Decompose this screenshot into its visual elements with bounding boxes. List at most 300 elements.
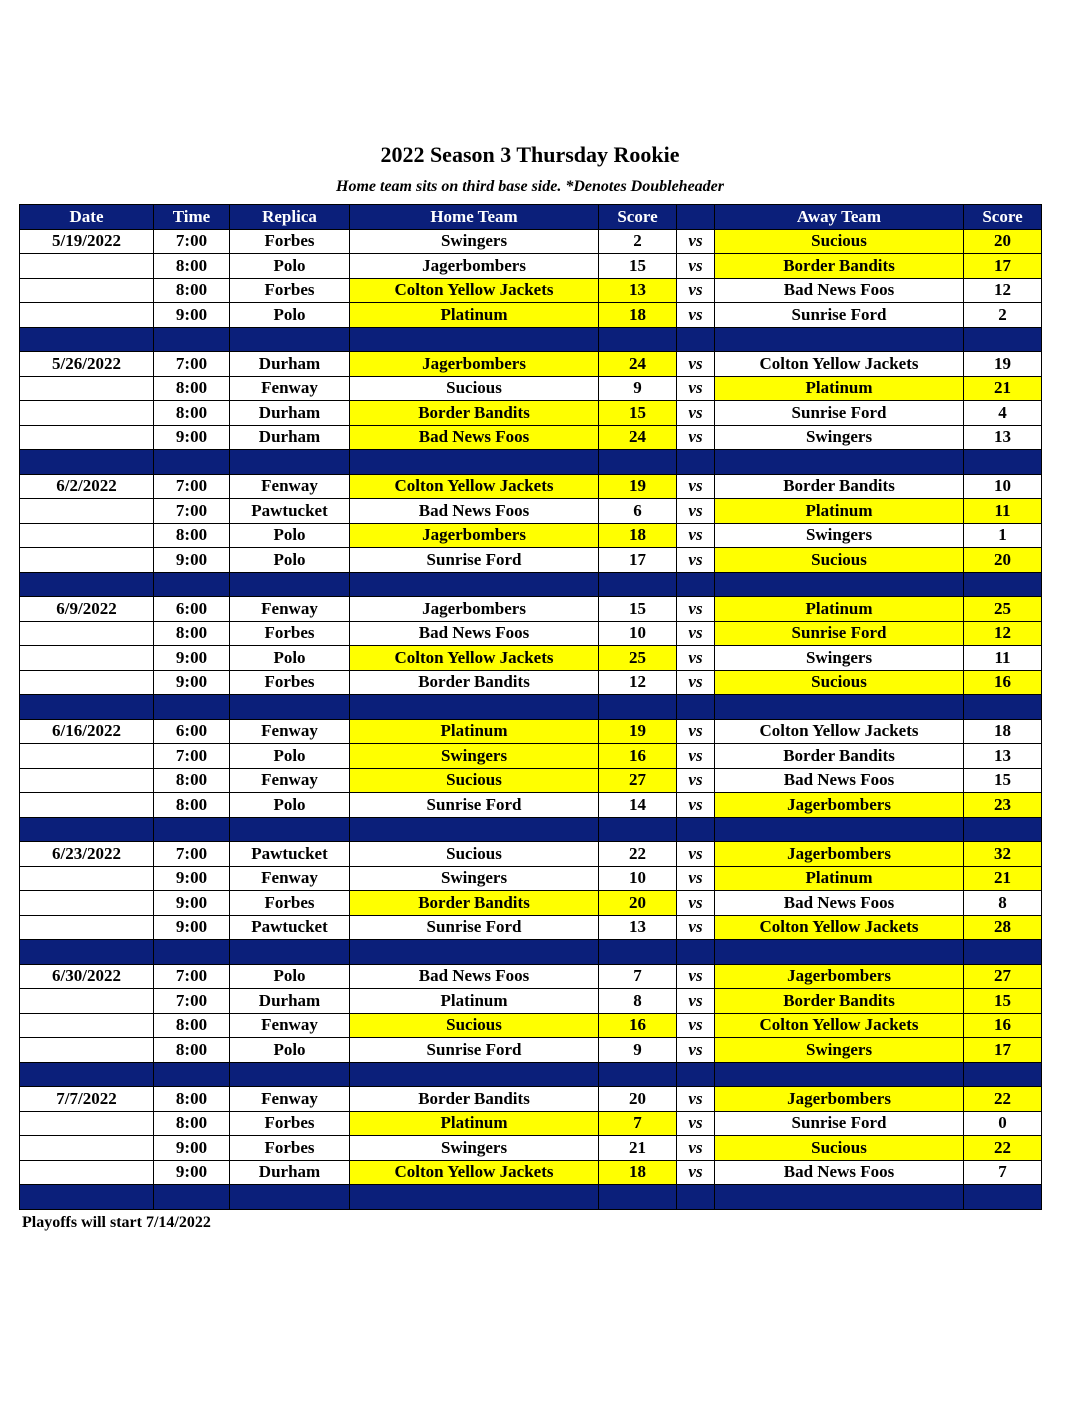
away-score-cell: 10 [964, 474, 1042, 499]
replica-cell: Pawtucket [230, 842, 350, 867]
separator-cell [677, 940, 715, 965]
separator-cell [715, 327, 964, 352]
replica-cell: Fenway [230, 866, 350, 891]
separator-cell [154, 695, 230, 720]
separator-cell [20, 1185, 154, 1210]
date-cell: 7/7/2022 [20, 1087, 154, 1112]
away-score-cell: 22 [964, 1136, 1042, 1161]
date-cell [20, 793, 154, 818]
week-separator-row [20, 1185, 1042, 1210]
home-team-cell: Border Bandits [350, 670, 599, 695]
vs-cell: vs [677, 352, 715, 377]
home-team-cell: Bad News Foos [350, 425, 599, 450]
vs-cell: vs [677, 425, 715, 450]
home-score-cell: 22 [599, 842, 677, 867]
column-header-home-score: Score [599, 205, 677, 230]
table-row [20, 989, 1042, 1014]
home-team-cell: Swingers [350, 744, 599, 769]
date-cell [20, 621, 154, 646]
time-cell: 9:00 [154, 548, 230, 573]
home-team-cell: Colton Yellow Jackets [350, 278, 599, 303]
time-cell: 8:00 [154, 254, 230, 279]
date-cell: 6/16/2022 [20, 719, 154, 744]
away-team-cell: Sucious [715, 229, 964, 254]
home-team-cell: Sunrise Ford [350, 793, 599, 818]
replica-cell: Forbes [230, 891, 350, 916]
away-team-cell: Colton Yellow Jackets [715, 915, 964, 940]
separator-cell [230, 572, 350, 597]
away-score-cell: 4 [964, 401, 1042, 426]
separator-cell [964, 572, 1042, 597]
separator-cell [20, 695, 154, 720]
date-cell [20, 523, 154, 548]
table-row [20, 891, 1042, 916]
away-score-cell: 12 [964, 278, 1042, 303]
away-team-cell: Sucious [715, 548, 964, 573]
separator-cell [154, 1185, 230, 1210]
table-row [20, 499, 1042, 524]
time-cell: 8:00 [154, 1038, 230, 1063]
away-score-cell: 2 [964, 303, 1042, 328]
separator-cell [677, 572, 715, 597]
replica-cell: Fenway [230, 719, 350, 744]
column-header-home-team: Home Team [350, 205, 599, 230]
time-cell: 6:00 [154, 597, 230, 622]
time-cell: 8:00 [154, 401, 230, 426]
table-row [20, 670, 1042, 695]
replica-cell: Polo [230, 646, 350, 671]
time-cell: 7:00 [154, 499, 230, 524]
vs-cell: vs [677, 915, 715, 940]
home-score-cell: 7 [599, 1111, 677, 1136]
date-cell [20, 1160, 154, 1185]
vs-cell: vs [677, 229, 715, 254]
page-title: 2022 Season 3 Thursday Rookie [380, 142, 680, 167]
week-separator-row [20, 450, 1042, 475]
home-team-cell: Sucious [350, 376, 599, 401]
replica-cell: Polo [230, 548, 350, 573]
replica-cell: Fenway [230, 376, 350, 401]
away-score-cell: 11 [964, 499, 1042, 524]
date-cell: 6/2/2022 [20, 474, 154, 499]
away-team-cell: Platinum [715, 866, 964, 891]
time-cell: 8:00 [154, 1013, 230, 1038]
home-score-cell: 15 [599, 254, 677, 279]
home-team-cell: Jagerbombers [350, 254, 599, 279]
home-score-cell: 10 [599, 621, 677, 646]
separator-cell [230, 695, 350, 720]
away-score-cell: 16 [964, 670, 1042, 695]
separator-cell [677, 695, 715, 720]
column-header-date: Date [20, 205, 154, 230]
playoffs-note: Playoffs will start 7/14/2022 [22, 1214, 211, 1231]
vs-cell: vs [677, 254, 715, 279]
home-score-cell: 18 [599, 303, 677, 328]
time-cell: 7:00 [154, 964, 230, 989]
home-team-cell: Colton Yellow Jackets [350, 646, 599, 671]
vs-cell: vs [677, 866, 715, 891]
time-cell: 9:00 [154, 1160, 230, 1185]
away-score-cell: 20 [964, 229, 1042, 254]
separator-cell [715, 1185, 964, 1210]
home-team-cell: Sucious [350, 842, 599, 867]
week-separator-row [20, 327, 1042, 352]
vs-cell: vs [677, 499, 715, 524]
table-row [20, 1087, 1042, 1112]
away-score-cell: 18 [964, 719, 1042, 744]
away-score-cell: 32 [964, 842, 1042, 867]
home-score-cell: 8 [599, 989, 677, 1014]
away-team-cell: Bad News Foos [715, 768, 964, 793]
replica-cell: Durham [230, 401, 350, 426]
schedule-body [20, 229, 1042, 1209]
separator-cell [154, 940, 230, 965]
date-cell [20, 254, 154, 279]
vs-cell: vs [677, 548, 715, 573]
table-row [20, 744, 1042, 769]
replica-cell: Forbes [230, 278, 350, 303]
date-cell: 6/30/2022 [20, 964, 154, 989]
separator-cell [20, 572, 154, 597]
home-team-cell: Sunrise Ford [350, 1038, 599, 1063]
separator-cell [154, 817, 230, 842]
home-team-cell: Swingers [350, 229, 599, 254]
date-cell [20, 646, 154, 671]
table-row [20, 376, 1042, 401]
table-row [20, 1013, 1042, 1038]
away-score-cell: 11 [964, 646, 1042, 671]
home-score-cell: 14 [599, 793, 677, 818]
away-score-cell: 13 [964, 744, 1042, 769]
home-team-cell: Sunrise Ford [350, 915, 599, 940]
table-row [20, 229, 1042, 254]
replica-cell: Fenway [230, 768, 350, 793]
away-score-cell: 21 [964, 866, 1042, 891]
vs-cell: vs [677, 621, 715, 646]
home-team-cell: Bad News Foos [350, 621, 599, 646]
separator-cell [154, 1062, 230, 1087]
home-score-cell: 16 [599, 744, 677, 769]
vs-cell: vs [677, 842, 715, 867]
table-row [20, 254, 1042, 279]
table-row [20, 303, 1042, 328]
replica-cell: Durham [230, 425, 350, 450]
replica-cell: Polo [230, 793, 350, 818]
table-row [20, 621, 1042, 646]
home-score-cell: 16 [599, 1013, 677, 1038]
separator-cell [230, 817, 350, 842]
vs-cell: vs [677, 1013, 715, 1038]
separator-cell [230, 940, 350, 965]
away-team-cell: Jagerbombers [715, 964, 964, 989]
time-cell: 6:00 [154, 719, 230, 744]
replica-cell: Fenway [230, 597, 350, 622]
home-team-cell: Swingers [350, 1136, 599, 1161]
away-team-cell: Swingers [715, 646, 964, 671]
home-team-cell: Sucious [350, 1013, 599, 1038]
separator-cell [350, 695, 599, 720]
vs-cell: vs [677, 1136, 715, 1161]
home-score-cell: 25 [599, 646, 677, 671]
home-team-cell: Jagerbombers [350, 352, 599, 377]
table-row [20, 964, 1042, 989]
home-score-cell: 19 [599, 719, 677, 744]
home-score-cell: 18 [599, 1160, 677, 1185]
separator-cell [230, 327, 350, 352]
separator-cell [20, 940, 154, 965]
time-cell: 7:00 [154, 352, 230, 377]
table-row [20, 768, 1042, 793]
separator-cell [964, 817, 1042, 842]
away-score-cell: 20 [964, 548, 1042, 573]
date-cell [20, 548, 154, 573]
table-row [20, 1111, 1042, 1136]
separator-cell [677, 1185, 715, 1210]
vs-cell: vs [677, 401, 715, 426]
date-cell [20, 499, 154, 524]
away-team-cell: Border Bandits [715, 744, 964, 769]
separator-cell [599, 695, 677, 720]
date-cell [20, 1038, 154, 1063]
home-score-cell: 9 [599, 1038, 677, 1063]
separator-cell [715, 450, 964, 475]
away-score-cell: 23 [964, 793, 1042, 818]
separator-cell [350, 1185, 599, 1210]
home-score-cell: 13 [599, 915, 677, 940]
week-separator-row [20, 940, 1042, 965]
date-cell [20, 866, 154, 891]
time-cell: 8:00 [154, 621, 230, 646]
separator-cell [20, 327, 154, 352]
separator-cell [677, 1062, 715, 1087]
separator-cell [677, 817, 715, 842]
date-cell [20, 425, 154, 450]
home-team-cell: Colton Yellow Jackets [350, 1160, 599, 1185]
table-row [20, 1136, 1042, 1161]
away-team-cell: Swingers [715, 425, 964, 450]
vs-cell: vs [677, 376, 715, 401]
away-team-cell: Jagerbombers [715, 1087, 964, 1112]
home-score-cell: 6 [599, 499, 677, 524]
separator-cell [230, 450, 350, 475]
time-cell: 8:00 [154, 376, 230, 401]
separator-cell [715, 572, 964, 597]
separator-cell [20, 817, 154, 842]
vs-cell: vs [677, 793, 715, 818]
replica-cell: Forbes [230, 229, 350, 254]
date-cell [20, 278, 154, 303]
home-score-cell: 21 [599, 1136, 677, 1161]
time-cell: 9:00 [154, 866, 230, 891]
vs-cell: vs [677, 1111, 715, 1136]
away-score-cell: 19 [964, 352, 1042, 377]
away-team-cell: Bad News Foos [715, 278, 964, 303]
home-team-cell: Jagerbombers [350, 597, 599, 622]
separator-cell [677, 327, 715, 352]
column-header-away-team: Away Team [715, 205, 964, 230]
time-cell: 9:00 [154, 1136, 230, 1161]
separator-cell [964, 940, 1042, 965]
time-cell: 8:00 [154, 1087, 230, 1112]
home-team-cell: Jagerbombers [350, 523, 599, 548]
home-team-cell: Bad News Foos [350, 964, 599, 989]
separator-cell [964, 1062, 1042, 1087]
date-cell [20, 891, 154, 916]
away-team-cell: Colton Yellow Jackets [715, 1013, 964, 1038]
time-cell: 8:00 [154, 523, 230, 548]
column-header-away-score: Score [964, 205, 1042, 230]
home-team-cell: Platinum [350, 1111, 599, 1136]
vs-cell: vs [677, 719, 715, 744]
away-team-cell: Colton Yellow Jackets [715, 352, 964, 377]
table-row [20, 597, 1042, 622]
replica-cell: Durham [230, 1160, 350, 1185]
replica-cell: Pawtucket [230, 915, 350, 940]
home-team-cell: Colton Yellow Jackets [350, 474, 599, 499]
away-score-cell: 27 [964, 964, 1042, 989]
time-cell: 9:00 [154, 425, 230, 450]
away-score-cell: 16 [964, 1013, 1042, 1038]
away-score-cell: 22 [964, 1087, 1042, 1112]
separator-cell [599, 1185, 677, 1210]
away-team-cell: Swingers [715, 523, 964, 548]
away-score-cell: 15 [964, 768, 1042, 793]
date-cell [20, 1136, 154, 1161]
home-team-cell: Border Bandits [350, 401, 599, 426]
date-cell [20, 401, 154, 426]
date-cell [20, 376, 154, 401]
week-separator-row [20, 695, 1042, 720]
home-score-cell: 2 [599, 229, 677, 254]
table-row [20, 278, 1042, 303]
separator-cell [230, 1185, 350, 1210]
table-row [20, 1038, 1042, 1063]
separator-cell [964, 450, 1042, 475]
away-team-cell: Sunrise Ford [715, 401, 964, 426]
home-team-cell: Sucious [350, 768, 599, 793]
time-cell: 8:00 [154, 278, 230, 303]
week-separator-row [20, 817, 1042, 842]
date-cell: 6/23/2022 [20, 842, 154, 867]
home-team-cell: Border Bandits [350, 1087, 599, 1112]
replica-cell: Forbes [230, 1136, 350, 1161]
table-row [20, 866, 1042, 891]
table-row [20, 719, 1042, 744]
week-separator-row [20, 572, 1042, 597]
replica-cell: Polo [230, 1038, 350, 1063]
separator-cell [20, 450, 154, 475]
separator-cell [599, 1062, 677, 1087]
vs-cell: vs [677, 891, 715, 916]
away-score-cell: 0 [964, 1111, 1042, 1136]
separator-cell [599, 572, 677, 597]
home-score-cell: 13 [599, 278, 677, 303]
table-row [20, 842, 1042, 867]
away-score-cell: 15 [964, 989, 1042, 1014]
vs-cell: vs [677, 1038, 715, 1063]
time-cell: 7:00 [154, 474, 230, 499]
separator-cell [350, 1062, 599, 1087]
separator-cell [230, 1062, 350, 1087]
home-team-cell: Swingers [350, 866, 599, 891]
separator-cell [715, 940, 964, 965]
replica-cell: Polo [230, 744, 350, 769]
date-cell [20, 303, 154, 328]
vs-cell: vs [677, 474, 715, 499]
home-score-cell: 9 [599, 376, 677, 401]
time-cell: 8:00 [154, 793, 230, 818]
separator-cell [350, 817, 599, 842]
away-score-cell: 28 [964, 915, 1042, 940]
separator-cell [154, 572, 230, 597]
separator-cell [20, 1062, 154, 1087]
replica-cell: Polo [230, 523, 350, 548]
time-cell: 8:00 [154, 1111, 230, 1136]
time-cell: 9:00 [154, 891, 230, 916]
separator-cell [350, 450, 599, 475]
date-cell [20, 989, 154, 1014]
home-score-cell: 17 [599, 548, 677, 573]
replica-cell: Polo [230, 964, 350, 989]
away-team-cell: Bad News Foos [715, 1160, 964, 1185]
away-team-cell: Border Bandits [715, 989, 964, 1014]
away-score-cell: 17 [964, 1038, 1042, 1063]
separator-cell [350, 572, 599, 597]
time-cell: 9:00 [154, 915, 230, 940]
vs-cell: vs [677, 1087, 715, 1112]
replica-cell: Forbes [230, 670, 350, 695]
vs-cell: vs [677, 646, 715, 671]
away-team-cell: Sunrise Ford [715, 621, 964, 646]
replica-cell: Fenway [230, 474, 350, 499]
away-score-cell: 12 [964, 621, 1042, 646]
away-score-cell: 13 [964, 425, 1042, 450]
table-row [20, 646, 1042, 671]
away-score-cell: 1 [964, 523, 1042, 548]
separator-cell [350, 327, 599, 352]
table-row [20, 548, 1042, 573]
table-row [20, 523, 1042, 548]
away-team-cell: Border Bandits [715, 254, 964, 279]
separator-cell [599, 940, 677, 965]
time-cell: 7:00 [154, 229, 230, 254]
replica-cell: Polo [230, 254, 350, 279]
date-cell [20, 768, 154, 793]
vs-cell: vs [677, 744, 715, 769]
separator-cell [154, 327, 230, 352]
date-cell: 5/19/2022 [20, 229, 154, 254]
separator-cell [599, 327, 677, 352]
away-team-cell: Platinum [715, 376, 964, 401]
column-header-time: Time [154, 205, 230, 230]
table-row [20, 474, 1042, 499]
home-score-cell: 10 [599, 866, 677, 891]
week-separator-row [20, 1062, 1042, 1087]
replica-cell: Fenway [230, 1013, 350, 1038]
home-score-cell: 20 [599, 1087, 677, 1112]
table-row [20, 793, 1042, 818]
away-team-cell: Sucious [715, 1136, 964, 1161]
time-cell: 8:00 [154, 768, 230, 793]
vs-cell: vs [677, 964, 715, 989]
away-score-cell: 17 [964, 254, 1042, 279]
home-score-cell: 15 [599, 401, 677, 426]
away-score-cell: 25 [964, 597, 1042, 622]
date-cell [20, 670, 154, 695]
vs-cell: vs [677, 989, 715, 1014]
table-row [20, 352, 1042, 377]
separator-cell [677, 450, 715, 475]
